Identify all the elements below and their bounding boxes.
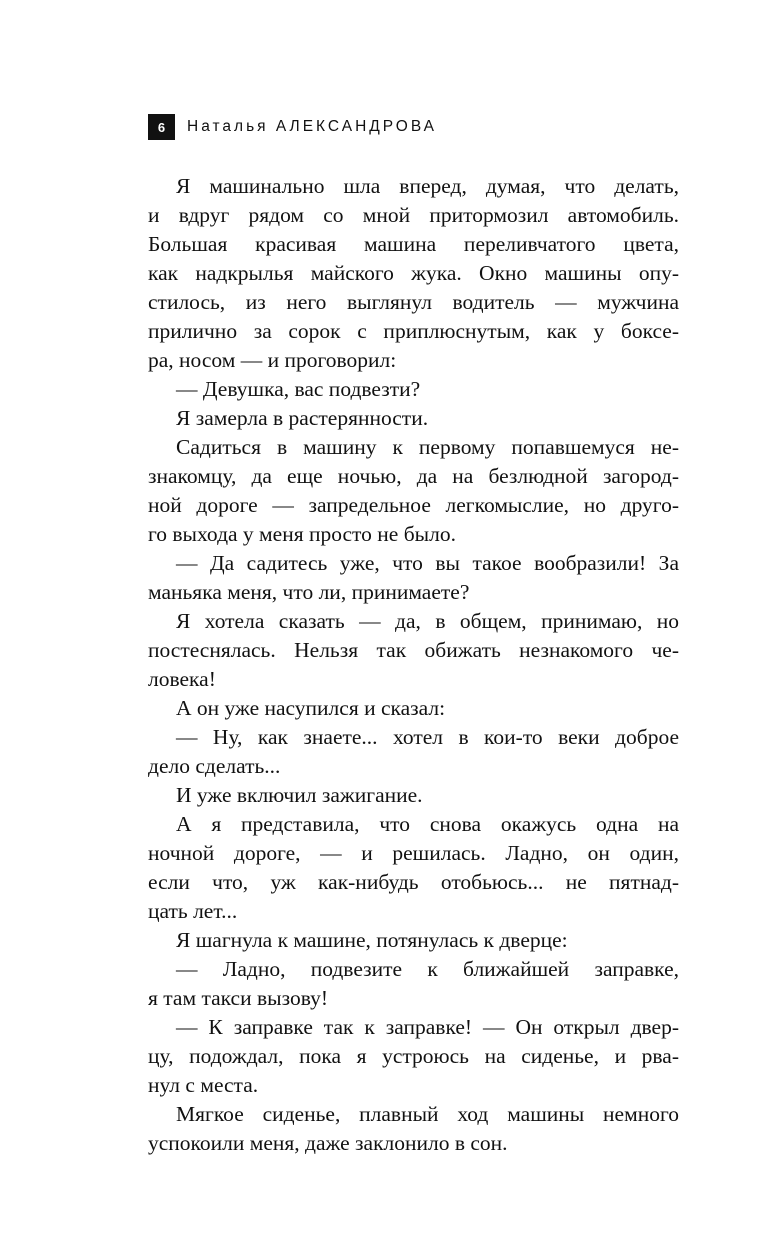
text-line: ра, носом — и проговорил:	[148, 348, 397, 372]
text-line: го выхода у меня просто не было.	[148, 522, 456, 546]
text-line: ной дороге — запредельное легкомыслие, но друго-	[148, 493, 679, 517]
text-line: И уже включил зажигание.	[176, 783, 423, 807]
text-line: А он уже насупился и сказал:	[176, 696, 446, 720]
text-line: ловека!	[148, 667, 216, 691]
text-line: Большая красивая машина переливчатого цвета,	[148, 232, 679, 256]
running-head	[148, 114, 437, 140]
text-line: если что, уж как-нибудь отобьюсь... не пятнад-	[148, 870, 679, 894]
text-line: постеснялась. Нельзя так обижать незнакомого че-	[148, 638, 679, 662]
text-line: Мягкое сиденье, плавный ход машины немного	[176, 1102, 679, 1126]
text-line: и вдруг рядом со мной притормозил автомобиль.	[148, 203, 679, 227]
text-line: А я представила, что снова окажусь одна на	[176, 812, 679, 836]
text-line: дело сделать...	[148, 754, 281, 778]
text-line: Я хотела сказать — да, в общем, принимаю, но	[176, 609, 679, 633]
text-line: маньяка меня, что ли, принимаете?	[148, 580, 470, 604]
text-line: как надкрылья майского жука. Окно машины опу-	[148, 261, 679, 285]
body-text	[148, 172, 679, 1158]
text-line: я там такси вызову!	[148, 986, 329, 1010]
text-line: — Ладно, подвезите к ближайшей заправке,	[176, 957, 679, 981]
text-line: Садиться в машину к первому попавшемуся не-	[176, 435, 679, 459]
text-line: Я замерла в растерянности.	[176, 406, 429, 430]
text-line: нул с места.	[148, 1073, 259, 1097]
text-line: знакомцу, да еще ночью, да на безлюдной загород-	[148, 464, 679, 488]
text-line: успокоили меня, даже заклонило в сон.	[148, 1131, 508, 1155]
text-line: — К заправке так к заправке! — Он открыл двер-	[176, 1015, 679, 1039]
text-line: ночной дороге, — и решилась. Ладно, он один,	[148, 841, 679, 865]
text-line: — Ну, как знаете... хотел в кои-то веки доброе	[176, 725, 679, 749]
text-line: цу, подождал, пока я устроюсь на сиденье, и рва-	[148, 1044, 679, 1068]
text-line: Я шагнула к машине, потянулась к дверце:	[176, 928, 568, 952]
text-line: цать лет...	[148, 899, 238, 923]
text-line: стилось, из него выглянул водитель — мужчина	[148, 290, 679, 314]
page-number: 6	[148, 114, 175, 140]
text-line: — Да садитесь уже, что вы такое вообразили! За	[176, 551, 679, 575]
text-line: Я машинально шла вперед, думая, что делать,	[176, 174, 679, 198]
text-line: прилично за сорок с приплюснутым, как у боксе-	[148, 319, 679, 343]
author-name: Наталья АЛЕКСАНДРОВА	[187, 118, 437, 135]
text-line: — Девушка, вас подвезти?	[176, 377, 421, 401]
